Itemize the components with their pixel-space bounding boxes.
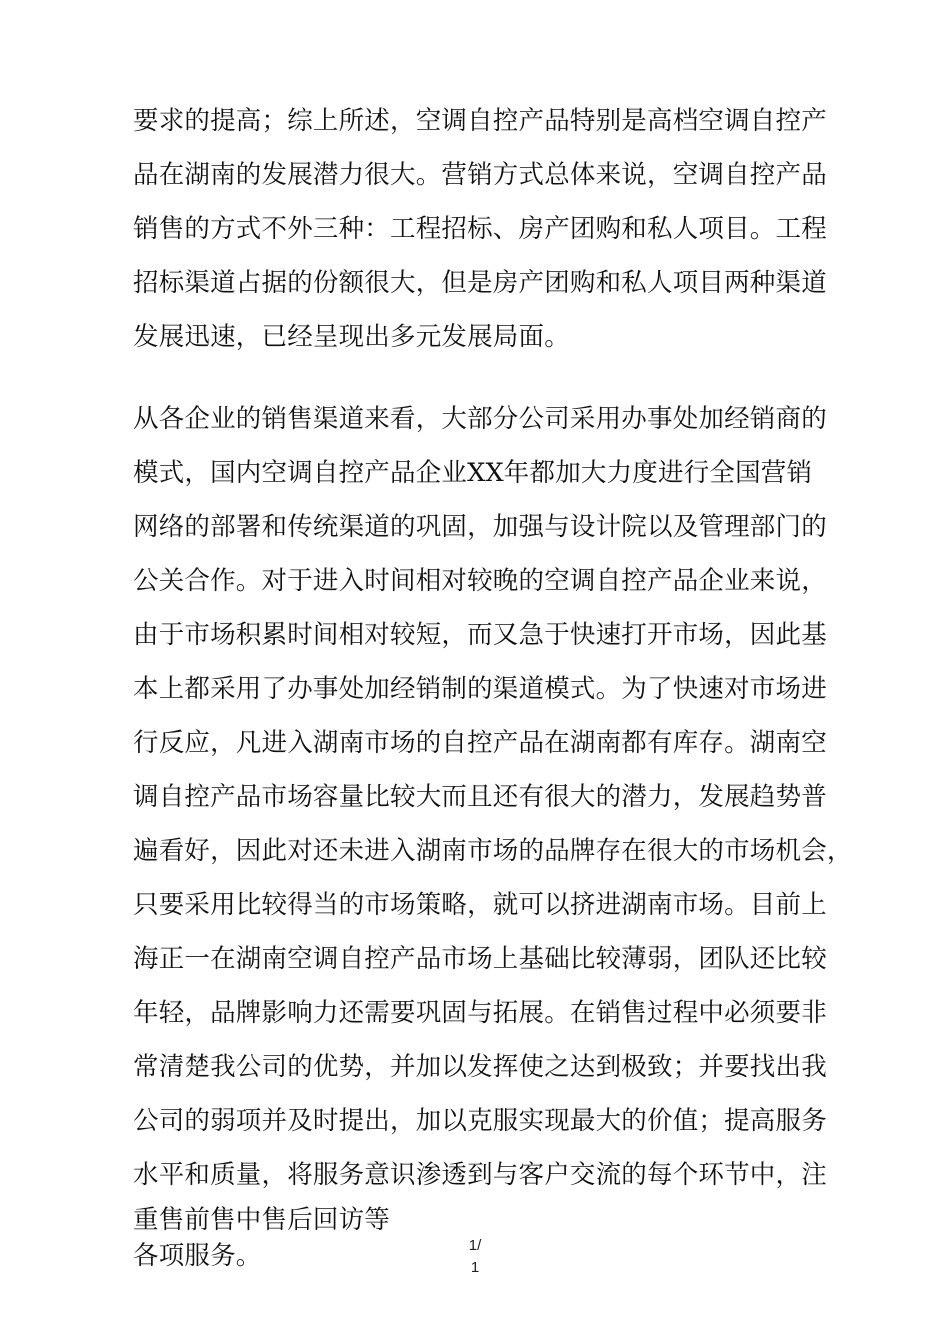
text-line: 从各企业的销售渠道来看，大部分公司采用办事处加经销商的 [133, 404, 827, 434]
text-line: 由于市场积累时间相对较短，而又急于快速打开市场，因此基 [133, 620, 827, 650]
text-line: 模式，国内空调自控产品企业XX年都加大力度进行全国营销 [133, 458, 813, 488]
text-line: 各项服务。 [133, 1241, 262, 1271]
paragraph-1 [133, 94, 833, 364]
paragraph-2 [133, 392, 853, 1274]
text-line: 只要采用比较得当的市场策略，就可以挤进湖南市场。目前上 [133, 890, 827, 920]
text-line: 销售的方式不外三种：工程招标、房产团购和私人项目。工程 [133, 214, 827, 244]
text-line: 调自控产品市场容量比较大而且还有很大的潜力，发展趋势普 [133, 782, 827, 812]
text-line: 海正一在湖南空调自控产品市场上基础比较薄弱，团队还比较 [133, 944, 827, 974]
text-line: 本上都采用了办事处加经销制的渠道模式。为了快速对市场进 [133, 674, 827, 704]
text-line: 品在湖南的发展潜力很大。营销方式总体来说，空调自控产品 [133, 160, 827, 190]
text-line: 要求的提高；综上所述，空调自控产品特别是高档空调自控产 [133, 106, 827, 136]
page-number-top: 1/ [468, 1237, 482, 1254]
text-line: 遍看好，因此对还未进入湖南市场的品牌存在很大的市场机会， [133, 836, 853, 866]
page-number-bottom: 1 [470, 1259, 480, 1276]
page-number [0, 1235, 950, 1279]
text-line: 公关合作。对于进入时间相对较晚的空调自控产品企业来说， [133, 566, 827, 596]
text-line: 网络的部署和传统渠道的巩固，加强与设计院以及管理部门的 [133, 512, 827, 542]
text-line: 发展迅速，已经呈现出多元发展局面。 [133, 322, 570, 352]
text-line: 公司的弱项并及时提出，加以克服实现最大的价值；提高服务 [133, 1106, 827, 1136]
text-line: 重售前售中售后回访等 [133, 1205, 391, 1235]
text-line: 年轻，品牌影响力还需要巩固与拓展。在销售过程中必须要非 [133, 998, 827, 1028]
text-line: 招标渠道占据的份额很大，但是房产团购和私人项目两种渠道 [133, 268, 827, 298]
text-line: 常清楚我公司的优势，并加以发挥使之达到极致；并要找出我 [133, 1052, 827, 1082]
text-line: 水平和质量，将服务意识渗透到与客户交流的每个环节中，注 [133, 1160, 827, 1190]
text-line: 行反应，凡进入湖南市场的自控产品在湖南都有库存。湖南空 [133, 728, 827, 758]
